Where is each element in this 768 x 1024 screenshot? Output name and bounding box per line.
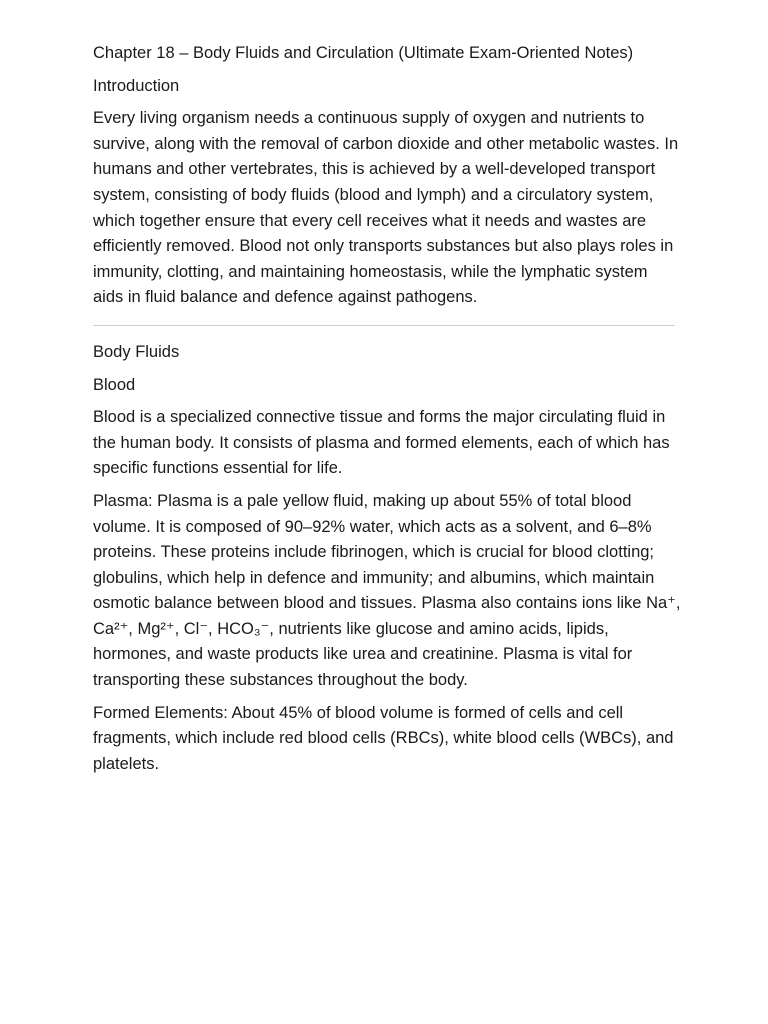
blood-paragraph: Blood is a specialized connective tissue and forms the major circulating fluid in the human body. It consists of plasma and formed elements, each of which has specific functions essential for life. — [93, 408, 670, 478]
subsection-heading: Blood — [93, 375, 136, 394]
intro-paragraph: Every living organism needs a continuous supply of oxygen and nutrients to survive, along with the removal of carbon dioxide and other metabolic wastes. In humans and other vertebrates, this is achieved by a well-developed transport system, consisting of body fluids (blood and lymph) and a circulatory system, which together ensure that every cell receives what it needs and wastes are efficiently removed. Blood not only transports substances but also plays roles in immunity, clotting, and maintaining homeostasis, while the lymphatic system aids in fluid balance and defence against pathogens. — [93, 109, 679, 307]
section-divider — [93, 325, 675, 326]
plasma-paragraph: Plasma: Plasma is a pale yellow fluid, making up about 55% of total blood volume. It is composed of 90–92% water, which acts as a solvent, and 6–8% proteins. These proteins include fibrinogen, which is crucial for blood clotting; globulins, which help in defence and immunity; and albumins, which maintain osmotic balance between blood and tissues. Plasma also contains ions like Na⁺, Ca²⁺, Mg²⁺, Cl⁻, HCO₃⁻, nutrients like glucose and amino acids, lipids, hormones, and waste products like urea and creatinine. Plasma is vital for transporting these substances throughout the body. — [93, 491, 681, 690]
document-page — [93, 41, 681, 784]
intro-heading: Introduction — [93, 76, 180, 95]
formed-elements-paragraph: Formed Elements: About 45% of blood volume is formed of cells and cell fragments, which include red blood cells (RBCs), white blood cells (WBCs), and platelets. — [93, 703, 674, 773]
section-heading: Body Fluids — [93, 342, 180, 361]
document-title: Chapter 18 – Body Fluids and Circulation (Ultimate Exam-Oriented Notes) — [93, 44, 634, 62]
